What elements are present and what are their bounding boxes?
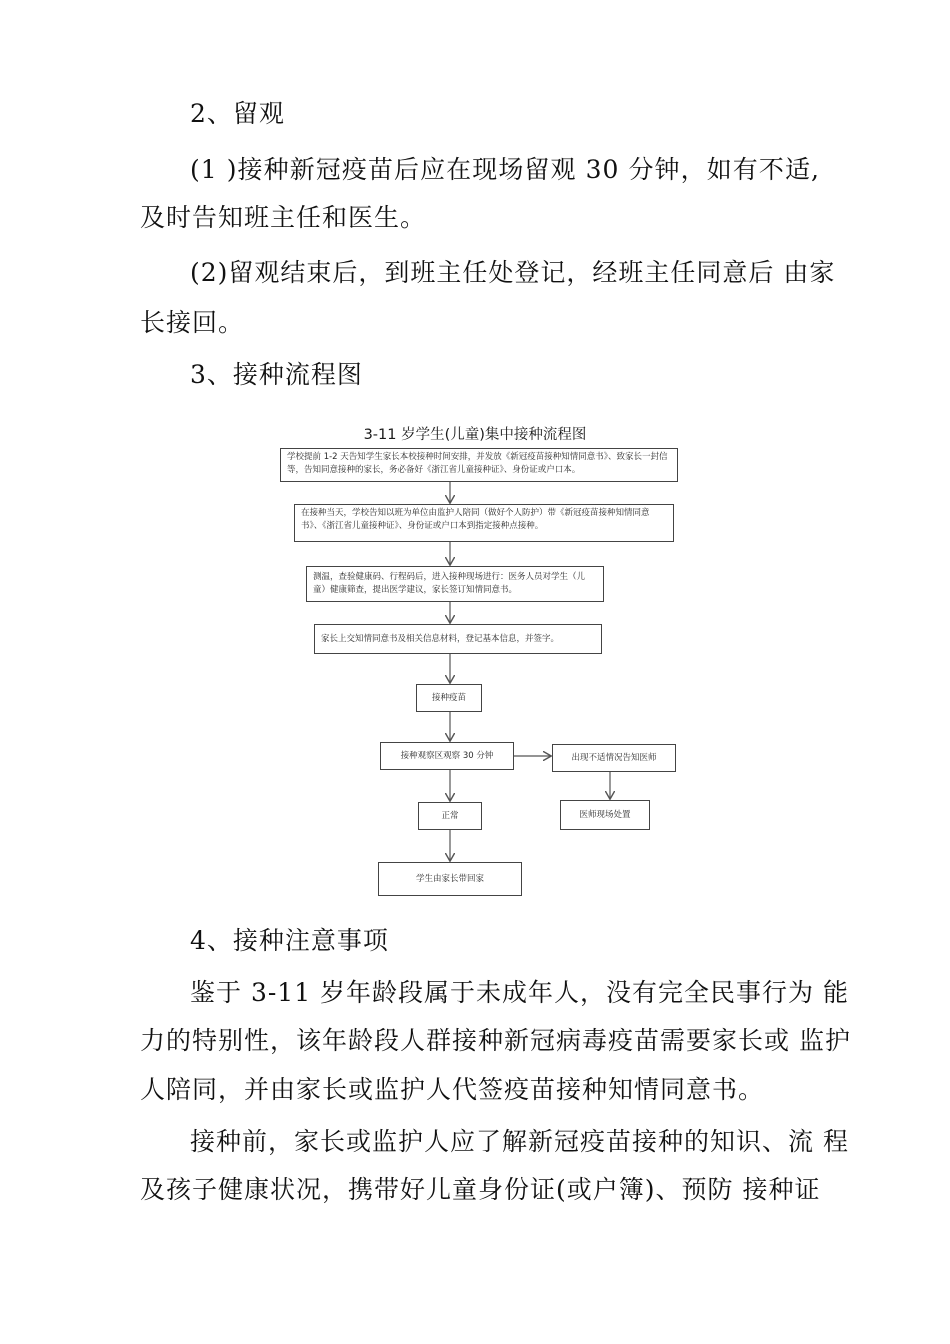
flow-step-5: 接种疫苗	[416, 684, 482, 712]
flow-step-home: 学生由家长带回家	[378, 862, 522, 896]
flowchart-arrows	[270, 420, 680, 910]
flow-step-abnormal: 出现不适情况告知医师	[552, 744, 676, 772]
section-2-item1-line2: 及时告知班主任和医生。	[140, 203, 427, 232]
flow-step-doctor: 医师现场处置	[560, 800, 650, 830]
section-4-p1-line3: 人陪同，并由家长或监护人代签疫苗接种知情同意书。	[140, 1075, 765, 1104]
section-4-p2-line2: 及孩子健康状况，携带好儿童身份证(或户簿)、预防 接种证	[140, 1175, 821, 1204]
vaccination-flowchart	[270, 420, 680, 910]
flow-step-6: 接种观察区观察 30 分钟	[380, 742, 514, 770]
flow-step-normal: 正常	[418, 802, 482, 830]
flow-step-3: 测温，查验健康码、行程码后，进入接种现场进行：医务人员对学生（儿童）健康筛查，提出医学建议，家长签订知情同意书。	[306, 566, 604, 602]
flow-step-2: 在接种当天，学校告知以班为单位由监护人陪同（做好个人防护）带《新冠疫苗接种知情同意书》、《浙江省儿童接种证》、身份证或户口本到指定接种点接种。	[294, 504, 674, 542]
flow-step-1: 学校提前 1-2 天告知学生家长本校接种时间安排，并发放《新冠疫苗接种知情同意书》、致家长一封信等，告知同意接种的家长，务必备好《浙江省儿童接种证》、身份证或户口本。	[280, 448, 678, 482]
flowchart-title: 3-11 岁学生(儿童)集中接种流程图	[363, 427, 587, 443]
section-2-item2-line1: (2)留观结束后，到班主任处登记，经班主任同意后 由家	[190, 258, 836, 287]
section-4-p1-line1: 鉴于 3-11 岁年龄段属于未成年人，没有完全民事行为 能	[190, 978, 850, 1007]
section-2-heading: 2、留观	[190, 99, 285, 128]
section-4-p1-line2: 力的特别性，该年龄段人群接种新冠病毒疫苗需要家长或 监护	[140, 1026, 851, 1055]
section-2-item1-line1: (1 )接种新冠疫苗后应在现场留观 30 分钟，如有不适,	[190, 155, 820, 184]
flow-step-4: 家长上交知情同意书及相关信息材料，登记基本信息，并签字。	[314, 624, 602, 654]
section-2-item2-line2: 长接回。	[140, 308, 245, 337]
section-3-heading: 3、接种流程图	[190, 360, 363, 389]
section-4-heading: 4、接种注意事项	[190, 926, 389, 955]
section-4-p2-line1: 接种前，家长或监护人应了解新冠疫苗接种的知识、流 程	[190, 1127, 849, 1156]
